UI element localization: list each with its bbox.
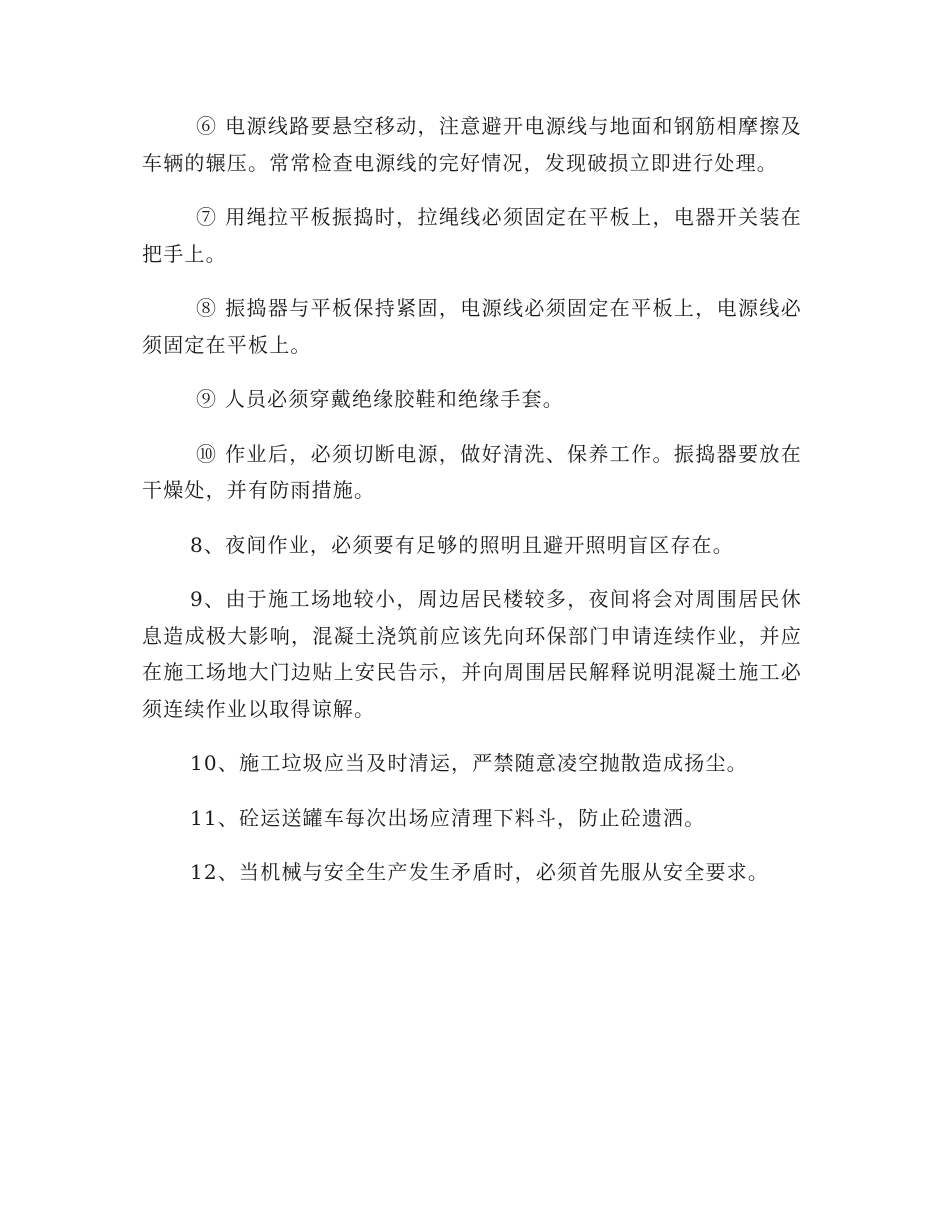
paragraph-item-10: ⑩ 作业后，必须切断电源，做好清洗、保养工作。振捣器要放在干燥处，并有防雨措施。 <box>142 441 802 502</box>
paragraph-section-10: 10、施工垃圾应当及时清运，严禁随意凌空抛散造成扬尘。 <box>190 751 748 775</box>
paragraph-item-8: ⑧ 振捣器与平板保持紧固，电源线必须固定在平板上，电源线必须固定在平板上。 <box>142 296 802 357</box>
paragraph-section-9: 9、由于施工场地较小，周边居民楼较多，夜间将会对周围居民休息造成极大影响，混凝土浇筑前应该先向环保部门申请连续作业，并应在施工场地大门边贴上安民告示，并向周围居民解释说明混凝土施工必须连续作业以取得谅解。 <box>142 587 802 721</box>
paragraph-item-7: ⑦ 用绳拉平板振捣时，拉绳线必须固定在平板上，电器开关装在把手上。 <box>142 205 802 266</box>
paragraph-section-11: 11、砼运送罐车每次出场应清理下料斗，防止砼遗洒。 <box>190 805 706 830</box>
document-body <box>142 108 802 909</box>
paragraph-item-6: ⑥ 电源线路要悬空移动，注意避开电源线与地面和钢筋相摩擦及车辆的辗压。常常检查电源线的完好情况，发现破损立即进行处理。 <box>142 114 802 175</box>
paragraph-section-8: 8、夜间作业，必须要有足够的照明且避开照明盲区存在。 <box>190 532 734 557</box>
paragraph-item-9: ⑨ 人员必须穿戴绝缘胶鞋和绝缘手套。 <box>196 387 564 411</box>
paragraph-section-12: 12、当机械与安全生产发生矛盾时，必须首先服从安全要求。 <box>190 860 770 884</box>
